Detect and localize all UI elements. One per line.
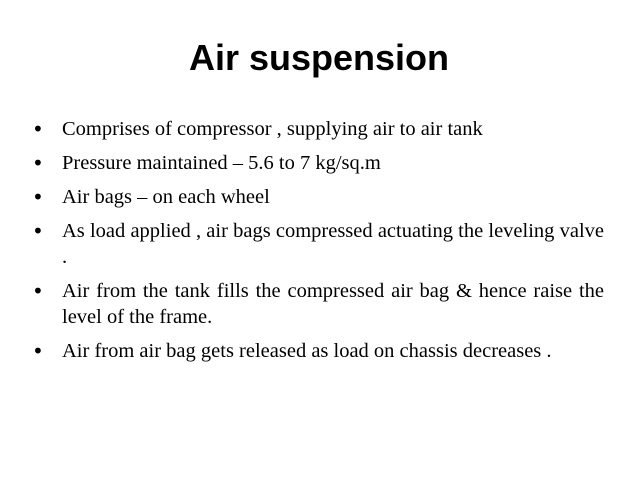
bullet-item xyxy=(32,218,604,270)
bullet-text: Air bags – on each wheel xyxy=(62,186,270,208)
bullet-text: Pressure maintained – 5.6 to 7 kg/sq.m xyxy=(62,152,381,174)
bullet-marker: • xyxy=(32,117,44,141)
bullet-text: Air from the tank fills the compressed air bag & hence raise the level of the frame. xyxy=(62,280,604,328)
bullet-marker: • xyxy=(32,219,44,243)
bullet-text: Air from air bag gets released as load on chassis decreases . xyxy=(62,340,552,362)
bullet-item xyxy=(32,150,604,176)
slide-title: Air suspension xyxy=(188,37,450,78)
bullet-marker: • xyxy=(32,339,44,363)
bullet-item xyxy=(32,184,604,210)
bullet-text: Comprises of compressor , supplying air to air tank xyxy=(62,118,483,140)
bullet-marker: • xyxy=(32,279,44,303)
bullet-item xyxy=(32,338,604,364)
bullet-marker: • xyxy=(32,185,44,209)
bullet-item xyxy=(32,278,604,330)
bullet-item xyxy=(32,116,604,142)
bullet-list xyxy=(32,116,604,372)
bullet-text: As load applied , air bags compressed actuating the leveling valve . xyxy=(62,220,604,268)
bullet-marker: • xyxy=(32,151,44,175)
